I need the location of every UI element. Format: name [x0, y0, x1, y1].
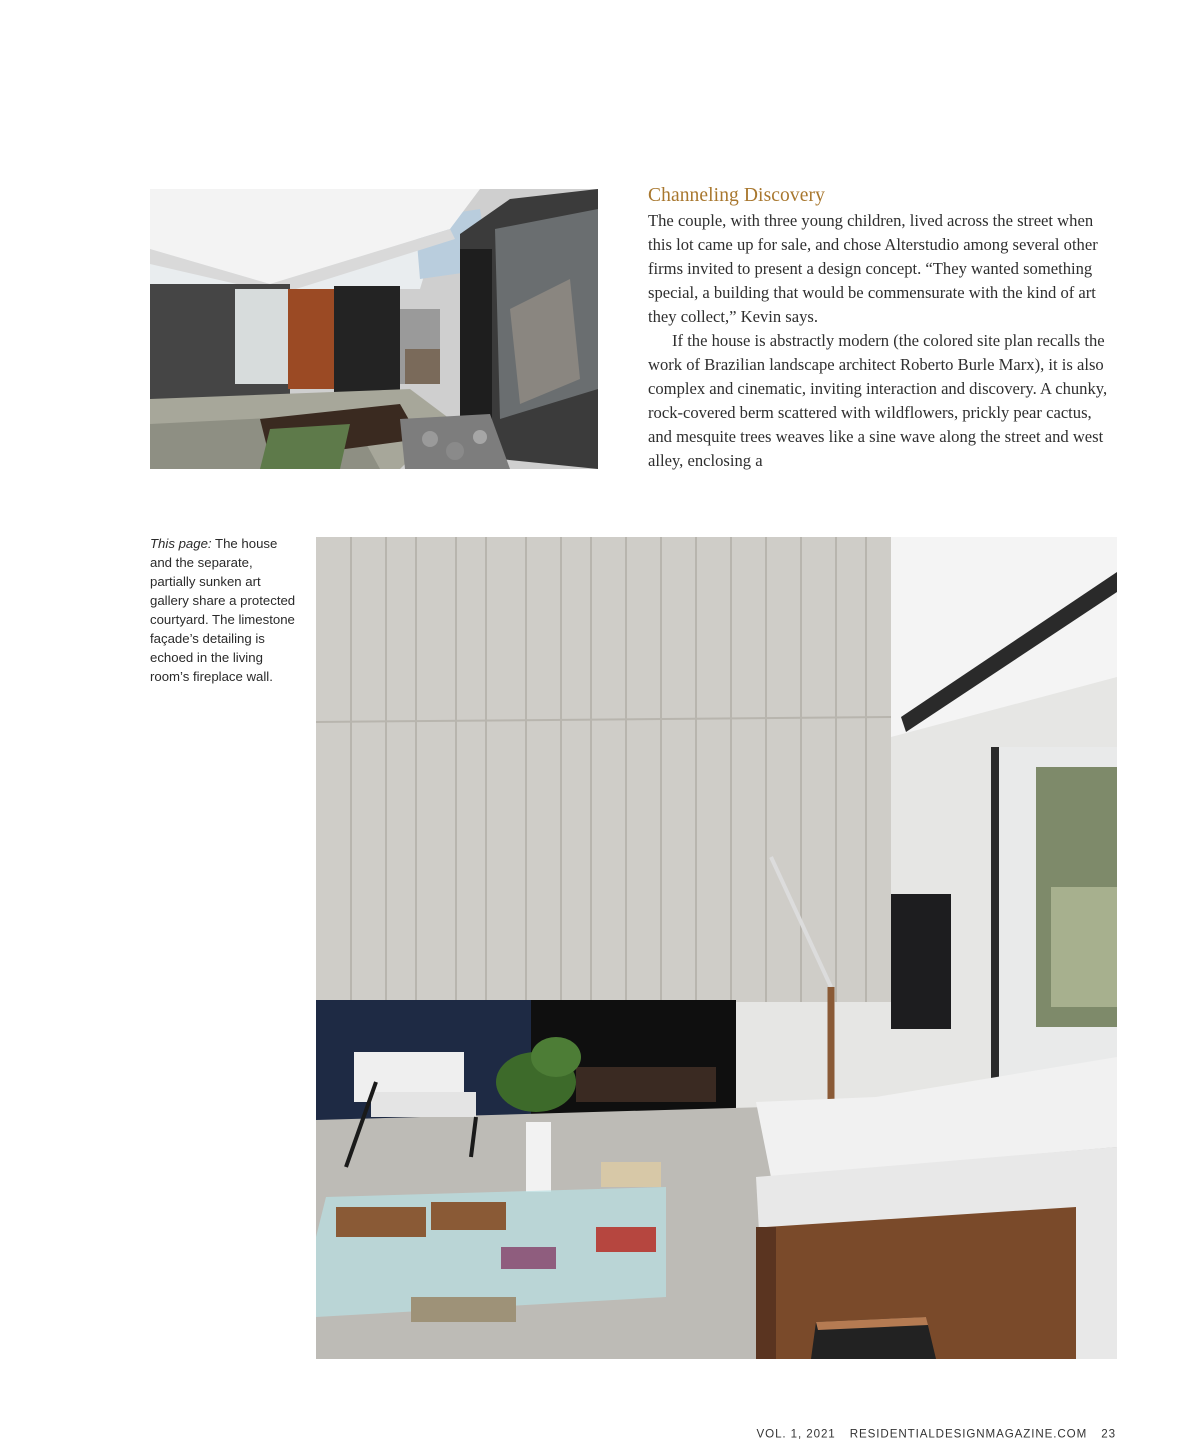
- article-text-block: [648, 185, 1118, 473]
- photo-caption: [150, 534, 300, 686]
- caption-text: The house and the separate, partially sunken art gallery share a protected courtyard. The limestone façade’s detailing is echoed in the living room’s fireplace wall.: [150, 536, 296, 684]
- paragraph-2: If the house is abstractly modern (the colored site plan recalls the work of Brazilian landscape architect Roberto Burle Marx), it is also complex and cinematic, inviting interaction and discovery. A chunky, rock-covered berm scattered with wildflowers, prickly pear cactus, and mesquite trees weaves like a sine wave along the street and west alley, enclosing a: [648, 331, 1108, 470]
- section-heading: Channeling Discovery: [648, 185, 825, 206]
- page-footer: [757, 1428, 1116, 1441]
- volume-label: VOL. 1, 2021: [756, 1427, 836, 1441]
- living-room-photo: [316, 537, 1117, 1359]
- caption-lead: This page:: [150, 536, 212, 551]
- page-number: 23: [1101, 1427, 1116, 1441]
- website-label: RESIDENTIALDESIGNMAGAZINE.COM: [849, 1427, 1088, 1441]
- courtyard-photo: [150, 189, 598, 469]
- paragraph-1: The couple, with three young children, lived across the street when this lot came up for sale, and chose Alterstudio among several other firms invited to present a design concept. “They wanted something special, a building that would be commensurate with the kind of art they collect,” Kevin says.: [648, 211, 1098, 326]
